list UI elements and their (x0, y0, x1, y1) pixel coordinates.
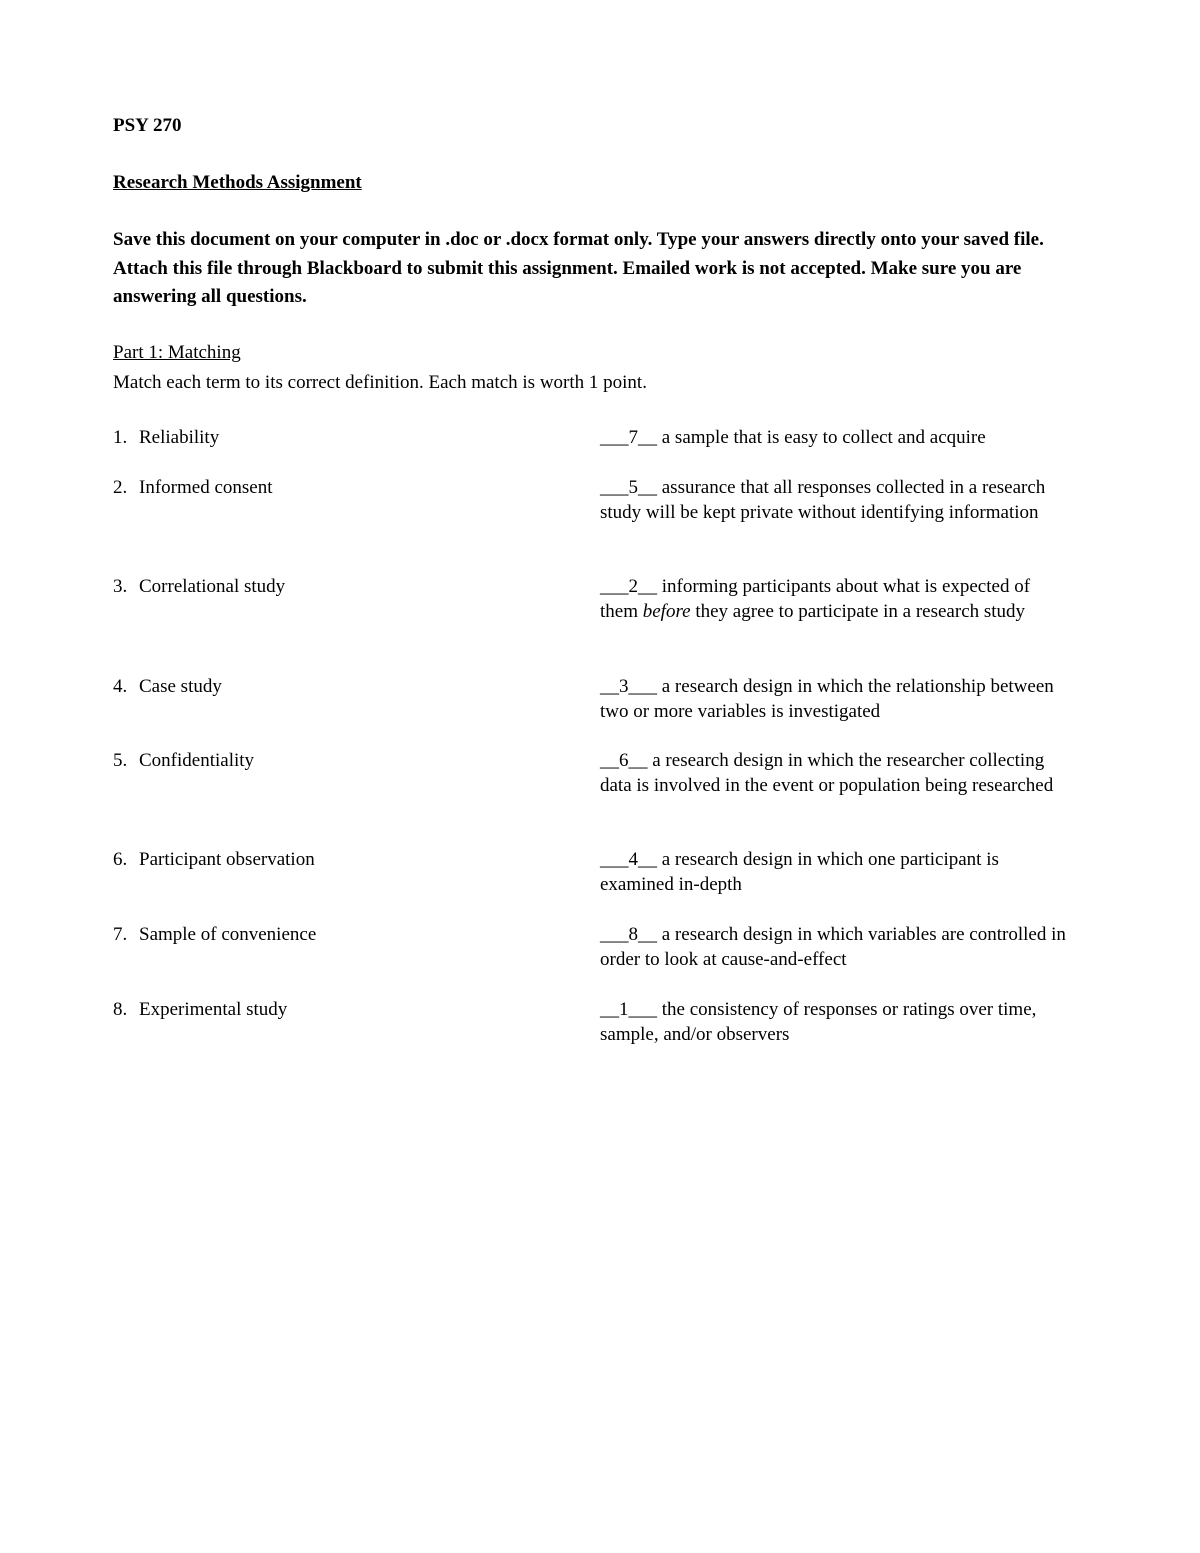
term (113, 922, 600, 997)
answer-blank[interactable]: ___5__ (600, 476, 657, 498)
definition (600, 922, 1068, 997)
term (113, 425, 600, 475)
definition (600, 748, 1068, 847)
match-item-3 (113, 574, 1088, 674)
answer-blank[interactable]: __6__ (600, 749, 648, 771)
term-label: Participant observation (139, 848, 315, 870)
term (113, 847, 600, 922)
definition (600, 847, 1068, 922)
term-label: Correlational study (139, 575, 286, 597)
term (113, 475, 600, 574)
match-item-5 (113, 748, 1088, 847)
answer-blank[interactable]: ___2__ (600, 575, 657, 597)
definition (600, 425, 1068, 475)
term-label: Sample of convenience (139, 923, 317, 945)
definition-text: the consistency of responses or ratings over time, sample, and/or observers (600, 998, 1037, 1045)
matching-list (113, 425, 1088, 1047)
definition-text: a research design in which variables are controlled in order to look at cause-and-effect (600, 923, 1066, 970)
term-number: 3. (113, 575, 128, 597)
term-number: 4. (113, 675, 128, 697)
part1-description: Match each term to its correct definition. Each match is worth 1 point. (113, 371, 647, 393)
term-label: Experimental study (139, 998, 288, 1020)
answer-blank[interactable]: __1___ (600, 998, 657, 1020)
term-label: Case study (139, 675, 222, 697)
term-number: 2. (113, 476, 128, 498)
term (113, 748, 600, 847)
term-number: 8. (113, 998, 128, 1020)
match-item-6 (113, 847, 1088, 922)
term-number: 1. (113, 426, 128, 448)
definition-emphasis: before (642, 600, 691, 622)
answer-blank[interactable]: __3___ (600, 675, 657, 697)
document-page (113, 113, 1088, 1047)
instructions-text: Save this document on your computer in .doc or .docx format only. Type your answers directly onto your saved file. Attach this file through Blackboard to submit this assignment. Emailed work is not accepted. Make sure you are answering all questions. (113, 229, 1044, 307)
definition (600, 475, 1068, 574)
term-number: 5. (113, 749, 128, 771)
term-label: Confidentiality (139, 749, 255, 771)
definition-text: a research design in which one participant is examined in-depth (600, 848, 999, 895)
term-number: 7. (113, 923, 128, 945)
term (113, 674, 600, 748)
term (113, 574, 600, 674)
term (113, 997, 600, 1047)
answer-blank[interactable]: ___4__ (600, 848, 657, 870)
part1-heading: Part 1: Matching (113, 341, 241, 363)
definition (600, 574, 1068, 674)
definition-text: a sample that is easy to collect and acquire (661, 426, 986, 448)
term-number: 6. (113, 848, 128, 870)
match-item-8 (113, 997, 1088, 1047)
match-item-2 (113, 475, 1088, 574)
answer-blank[interactable]: ___7__ (600, 426, 657, 448)
match-item-4 (113, 674, 1088, 748)
definition-text: informing participants about what is expected of them (600, 575, 1031, 622)
definition-text: a research design in which the researcher collecting data is involved in the event or population being researched (600, 749, 1054, 796)
definition (600, 674, 1068, 748)
term-label: Informed consent (139, 476, 273, 498)
assignment-title: Research Methods Assignment (113, 172, 362, 193)
match-item-7 (113, 922, 1088, 997)
match-item-1 (113, 425, 1088, 475)
definition-text: assurance that all responses collected in a research study will be kept private without identifying information (600, 476, 1046, 523)
course-code: PSY 270 (113, 115, 182, 136)
definition (600, 997, 1068, 1047)
definition-text: a research design in which the relationship between two or more variables is investigated (600, 675, 1054, 722)
term-label: Reliability (139, 426, 220, 448)
definition-text-cont: they agree to participate in a research study (690, 600, 1026, 622)
answer-blank[interactable]: ___8__ (600, 923, 657, 945)
